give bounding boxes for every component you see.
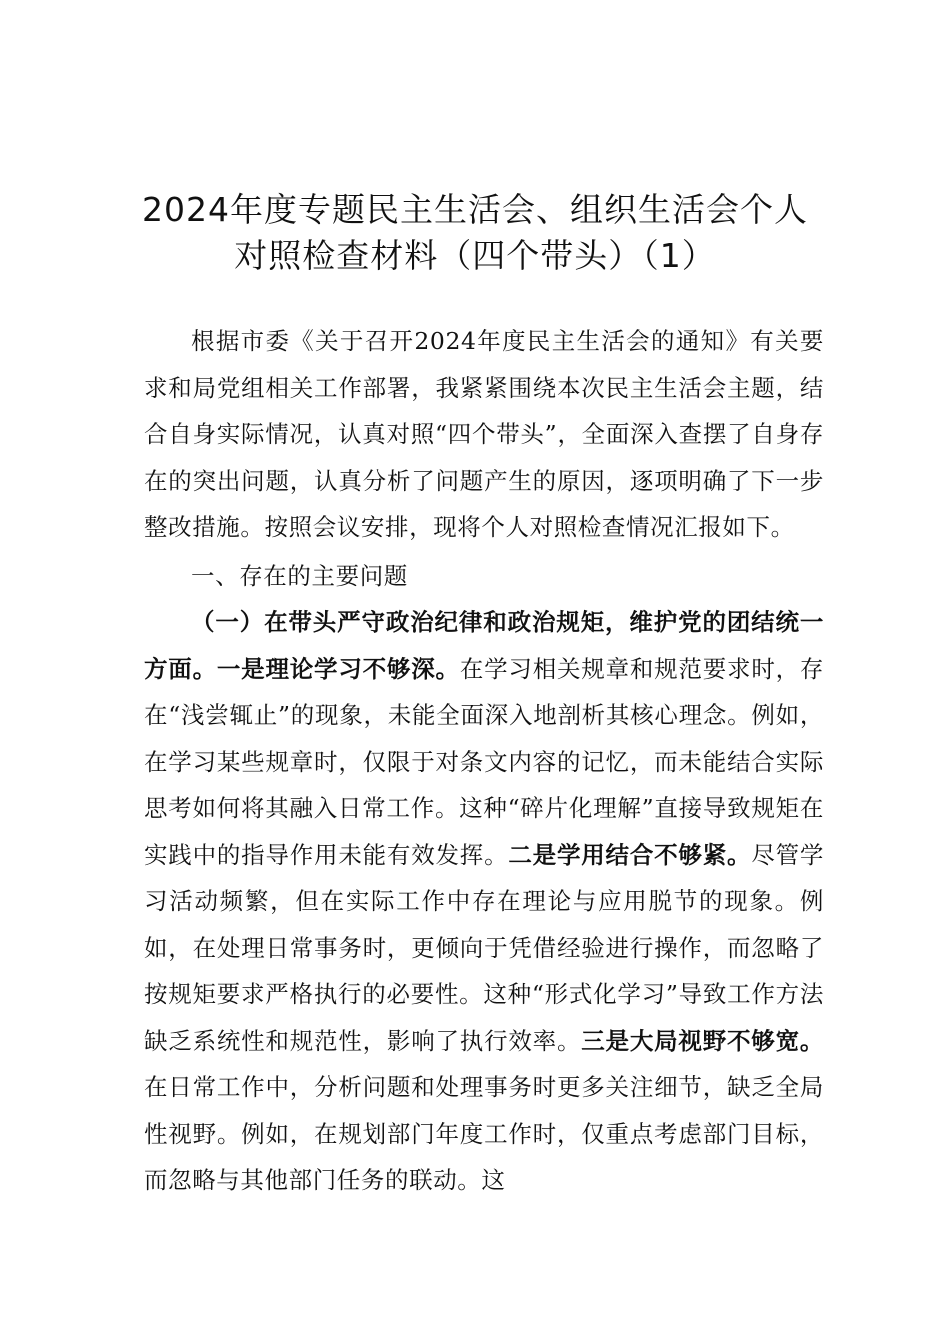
point-2-lead: 二是学用结合不够紧。: [508, 840, 752, 869]
point-2-text: 尽管学习活动频繁，但在实际工作中存在理论与应用脱节的现象。例如，在处理日常事务时，更倾向于凭借经验进行操作，而忽略了按规矩要求严格执行的必要性。这种“形式化学习”导致工作方法缺乏系统性和规范性，影响了执行效率。: [144, 840, 824, 1055]
document-body: [144, 318, 824, 1204]
document-title-line-2: 对照检查材料（四个带头）（1）: [234, 236, 716, 275]
point-3-lead: 三是大局视野不够宽。: [581, 1026, 824, 1055]
point-3-text: 在日常工作中，分析问题和处理事务时更多关注细节，缺乏全局性视野。例如，在规划部门年度工作时，仅重点考虑部门目标，而忽略与其他部门任务的联动。这: [144, 1073, 824, 1194]
subsection-1-paragraph: [144, 599, 824, 1204]
point-1-lead: 一是理论学习不够深。: [216, 654, 460, 683]
point-1-text: 在学习相关规章和规范要求时，存在“浅尝辄止”的现象，未能全面深入地剖析其核心理念。例如，在学习某些规章时，仅限于对条文内容的记忆，而未能结合实际思考如何将其融入日常工作。这种“碎片化理解”直接导致规矩在实践中的指导作用未能有效发挥。: [144, 654, 825, 869]
document-title-line-1: 2024年度专题民主生活会、组织生活会个人: [142, 190, 808, 229]
intro-paragraph: 根据市委《关于召开2024年度民主生活会的通知》有关要求和局党组相关工作部署，我紧紧围绕本次民主生活会主题，结合自身实际情况，认真对照“四个带头”，全面深入查摆了自身存在的突出问题，认真分析了问题产生的原因，逐项明确了下一步整改措施。按照会议安排，现将个人对照检查情况汇报如下。: [144, 327, 824, 541]
subsection-1-heading: （一）在带头严守政治纪律和政治规矩，维护党的团结统一方面。: [144, 608, 824, 683]
section-1-heading: 一、存在的主要问题: [191, 561, 408, 590]
